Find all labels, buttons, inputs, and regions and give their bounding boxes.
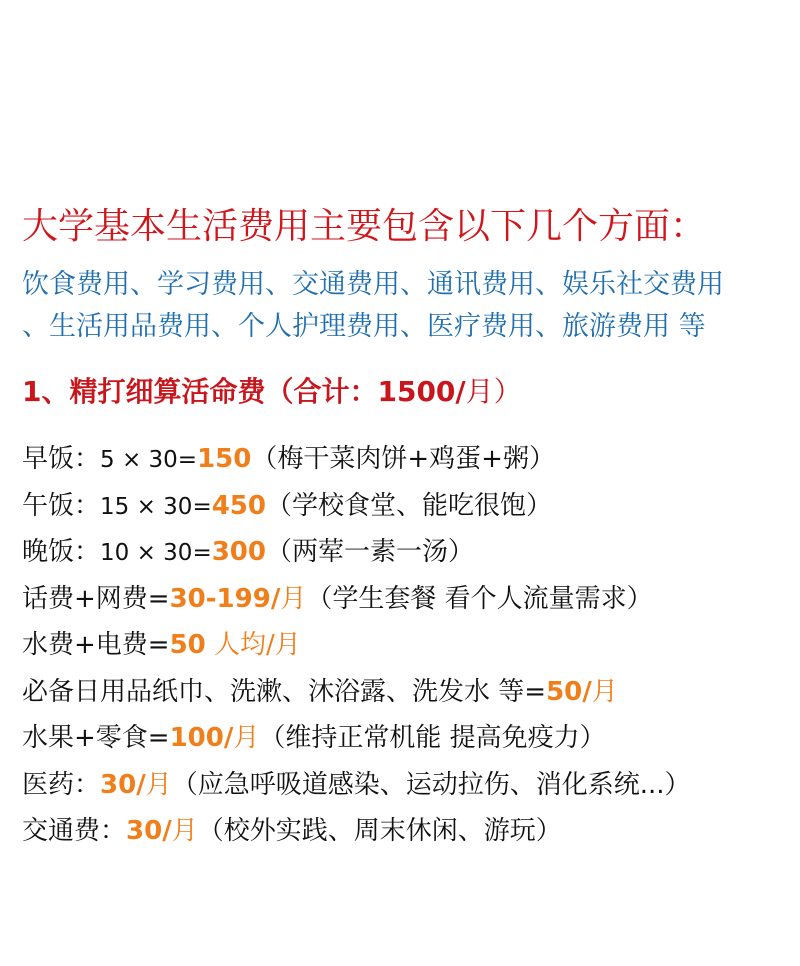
item-note: （学生套餐 看个人流量需求） xyxy=(306,583,653,614)
item-unit: 人均/月 xyxy=(205,630,301,660)
expense-list xyxy=(22,436,782,855)
item-label: 午饭： xyxy=(22,490,101,521)
item-note: （两荤一素一汤） xyxy=(266,537,475,567)
item-note: （维持正常机能 提高免疫力） xyxy=(259,723,606,753)
item-calc: 10 × 30= xyxy=(100,540,212,566)
list-item xyxy=(22,622,782,669)
section-heading xyxy=(22,370,782,414)
item-unit: 月 xyxy=(233,723,260,753)
item-amount: 150 xyxy=(197,444,252,474)
list-item xyxy=(22,436,782,483)
item-note: （校外实践、周末休闲、游玩） xyxy=(197,816,562,846)
item-note: （梅干菜肉饼+鸡蛋+粥） xyxy=(251,444,555,474)
item-unit: 月 xyxy=(171,816,198,846)
intro-line-1: 饮食费用、学习费用、交通费用、通讯费用、娱乐社交费用 xyxy=(22,269,724,300)
item-label: 水费+电费= xyxy=(22,630,170,660)
item-unit: 月 xyxy=(591,676,618,707)
item-amount: 450 xyxy=(211,490,266,521)
list-item xyxy=(22,576,782,623)
section-prefix: 1、精打细算活命费（合计： xyxy=(22,375,378,408)
item-unit: 月 xyxy=(145,769,172,800)
item-label: 必备日用品纸巾、洗漱、沐浴露、洗发水 等= xyxy=(22,676,547,707)
item-amount: 300 xyxy=(211,537,266,567)
item-label: 水果+零食= xyxy=(22,723,170,753)
item-label: 话费+网费= xyxy=(22,583,170,614)
list-item xyxy=(22,808,782,855)
item-label: 医药： xyxy=(22,769,101,800)
item-amount: 50/ xyxy=(546,676,592,707)
item-amount: 30/ xyxy=(100,769,146,800)
item-calc: 15 × 30= xyxy=(100,493,212,520)
intro-paragraph xyxy=(22,264,782,348)
section-total: 1500/ xyxy=(377,375,466,408)
item-amount: 100/ xyxy=(169,723,234,753)
item-label: 晚饭： xyxy=(22,537,101,567)
page-title: 大学基本生活费用主要包含以下几个方面： xyxy=(22,206,707,247)
item-label: 交通费： xyxy=(22,816,127,846)
section-suffix: 月） xyxy=(465,375,522,408)
list-item xyxy=(22,483,782,530)
item-label: 早饭： xyxy=(22,444,101,474)
list-item xyxy=(22,715,782,762)
item-amount: 30-199/ xyxy=(169,583,281,614)
list-item xyxy=(22,762,782,809)
item-note: （应急呼吸道感染、运动拉伤、消化系统...） xyxy=(171,769,691,800)
item-amount: 30/ xyxy=(126,816,172,846)
item-calc: 5 × 30= xyxy=(100,447,198,473)
list-item xyxy=(22,529,782,576)
item-note: （学校食堂、能吃很饱） xyxy=(266,490,553,521)
intro-line-2: 、生活用品费用、个人护理费用、医疗费用、旅游费用 等 xyxy=(22,311,706,342)
item-amount: 50 xyxy=(169,630,206,660)
list-item xyxy=(22,669,782,716)
item-unit: 月 xyxy=(280,583,307,614)
